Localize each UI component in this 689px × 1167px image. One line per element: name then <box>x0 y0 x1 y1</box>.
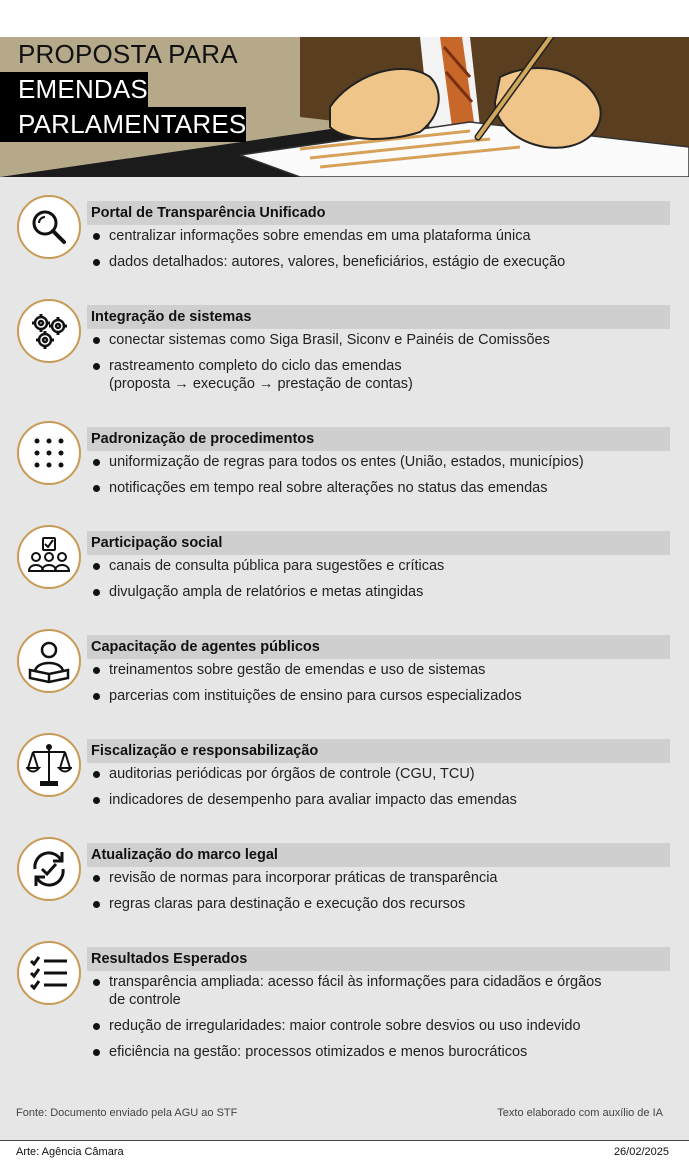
infographic-title <box>0 37 246 142</box>
list-item: transparência ampliada: acesso fácil às informações para cidadãos e órgãos <box>93 973 653 991</box>
magnifier-icon <box>17 195 81 259</box>
section-title: Atualização do marco legal <box>87 843 670 867</box>
credit-text: Arte: Agência Câmara <box>16 1146 124 1158</box>
list-item: dados detalhados: autores, valores, beneficiários, estágio de execução <box>93 253 653 271</box>
ai-disclaimer: Texto elaborado com auxílio de IA <box>497 1107 663 1119</box>
list-item: indicadores de desempenho para avaliar impacto das emendas <box>93 791 653 809</box>
list-item: centralizar informações sobre emendas em uma plataforma única <box>93 227 653 245</box>
list-item: parcerias com instituições de ensino para cursos especializados <box>93 687 653 705</box>
refresh-check-icon <box>17 837 81 901</box>
list-item-continuation: de controle <box>109 992 181 1008</box>
people-vote-icon <box>17 525 81 589</box>
bullet-list <box>93 227 653 279</box>
section-title: Padronização de procedimentos <box>87 427 670 451</box>
list-item: canais de consulta pública para sugestões e críticas <box>93 557 653 575</box>
list-item: eficiência na gestão: processos otimizados e menos burocráticos <box>93 1043 653 1061</box>
checklist-icon <box>17 941 81 1005</box>
list-item: notificações em tempo real sobre alterações no status das emendas <box>93 479 653 497</box>
bullet-list <box>93 661 653 713</box>
title-line-2: EMENDAS <box>0 72 148 107</box>
source-note: Fonte: Documento enviado pela AGU ao STF <box>16 1107 238 1119</box>
bullet-list <box>93 765 653 817</box>
section-title: Resultados Esperados <box>87 947 670 971</box>
bullet-list <box>93 453 653 505</box>
bullet-list <box>93 557 653 609</box>
section-title: Portal de Transparência Unificado <box>87 201 670 225</box>
bullet-list <box>93 331 653 401</box>
proposals-panel <box>0 177 689 1140</box>
list-item: divulgação ampla de relatórios e metas atingidas <box>93 583 653 601</box>
publish-date: 26/02/2025 <box>613 1146 669 1158</box>
person-reading-icon <box>17 629 81 693</box>
bullet-list <box>93 973 653 1069</box>
scales-icon <box>17 733 81 797</box>
gears-icon <box>17 299 81 363</box>
section-title: Participação social <box>87 531 670 555</box>
dot-grid-icon <box>17 421 81 485</box>
list-item: auditorias periódicas por órgãos de controle (CGU, TCU) <box>93 765 653 783</box>
section-title: Fiscalização e responsabilização <box>87 739 670 763</box>
title-line-1: PROPOSTA PARA <box>18 39 238 69</box>
list-item: rastreamento completo do ciclo das emendas <box>93 357 653 375</box>
list-item: regras claras para destinação e execução dos recursos <box>93 895 653 913</box>
title-line-3: PARLAMENTARES <box>0 107 246 142</box>
footer-divider <box>0 1140 689 1141</box>
header-banner <box>0 37 689 177</box>
list-item: treinamentos sobre gestão de emendas e uso de sistemas <box>93 661 653 679</box>
bullet-list <box>93 869 653 921</box>
list-item-continuation: (proposta → execução → prestação de contas) <box>109 376 413 392</box>
section-title: Capacitação de agentes públicos <box>87 635 670 659</box>
list-item: revisão de normas para incorporar práticas de transparência <box>93 869 653 887</box>
list-item: uniformização de regras para todos os entes (União, estados, municípios) <box>93 453 653 471</box>
list-item: redução de irregularidades: maior controle sobre desvios ou uso indevido <box>93 1017 653 1035</box>
section-title: Integração de sistemas <box>87 305 670 329</box>
list-item: conectar sistemas como Siga Brasil, Siconv e Painéis de Comissões <box>93 331 653 349</box>
